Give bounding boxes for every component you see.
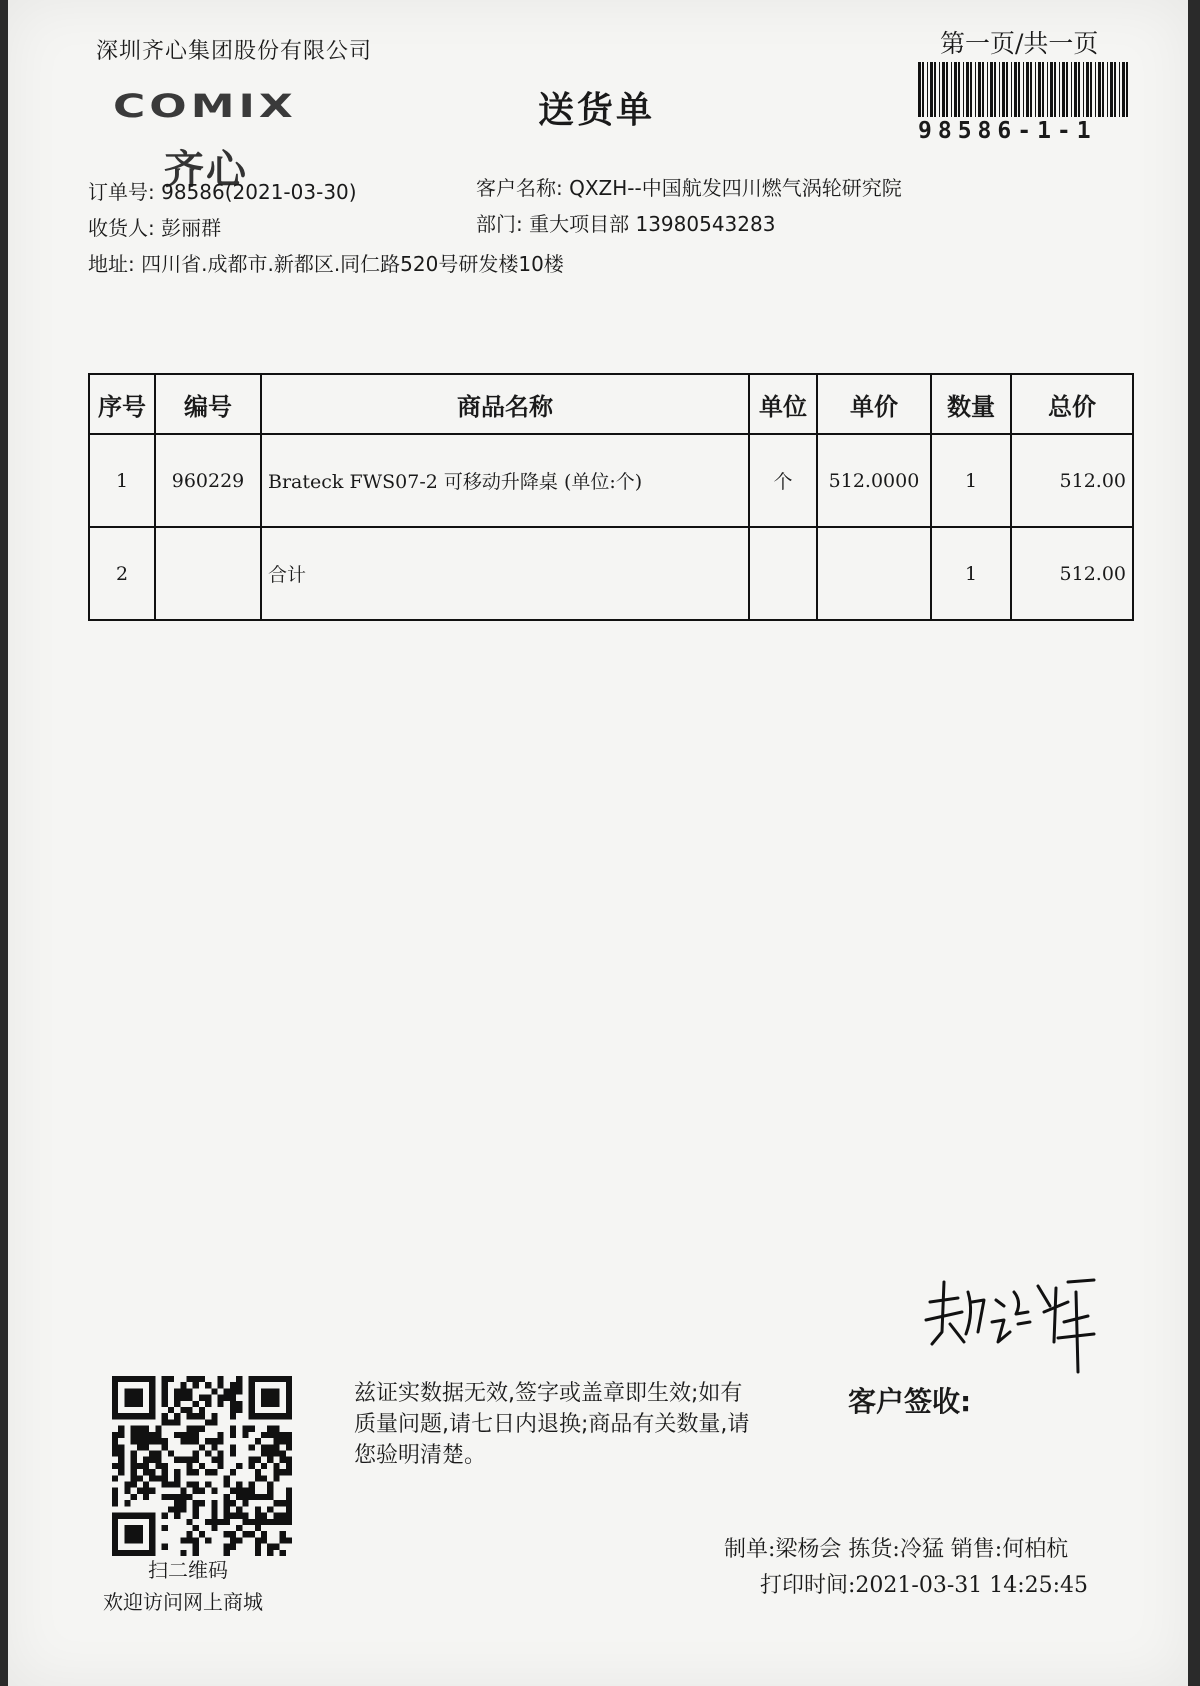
qr-caption: 扫二维码: [148, 1558, 228, 1582]
page-info: 第一页/共一页: [940, 29, 1099, 58]
table-header-row: [89, 374, 1133, 434]
document-title: 送货单: [538, 90, 656, 131]
cell-qty: 1: [931, 527, 1011, 620]
cell-code: [155, 527, 261, 620]
cell-price: 512.0000: [817, 434, 931, 527]
barcode: [918, 62, 1133, 117]
receiver: 彭丽群: [161, 216, 222, 240]
cell-total: 512.00: [1011, 527, 1133, 620]
qr-code: [112, 1376, 292, 1556]
col-header-product: 商品名称: [261, 374, 749, 434]
dept: 重大项目部 13980543283: [529, 212, 776, 236]
cell-qty: 1: [931, 434, 1011, 527]
handwritten-signature: [918, 1262, 1108, 1382]
dept-row: [476, 208, 775, 237]
col-header-qty: 数量: [931, 374, 1011, 434]
cell-code: 960229: [155, 434, 261, 527]
table-row: [89, 434, 1133, 527]
cell-total: 512.00: [1011, 434, 1133, 527]
col-header-total: 总价: [1011, 374, 1133, 434]
address: 四川省.成都市.新都区.同仁路520号研发楼10楼: [141, 252, 564, 276]
customer-row: [476, 172, 902, 201]
staff-info: 制单:梁杨会 拣货:冷猛 销售:何柏杭: [724, 1537, 1069, 1562]
receiver-row: [88, 212, 221, 241]
address-label: 地址:: [88, 252, 135, 276]
cell-product: Brateck FWS07-2 可移动升降桌 (单位:个): [261, 434, 749, 527]
goods-table: [88, 373, 1134, 621]
cell-unit: 个: [749, 434, 817, 527]
print-time: 打印时间:2021-03-31 14:25:45: [760, 1573, 1089, 1598]
company-name: 深圳齐心集团股份有限公司: [96, 39, 373, 64]
logo-cn: 齐心: [164, 147, 248, 193]
customer: QXZH--中国航发四川燃气涡轮研究院: [569, 176, 902, 200]
logo-en: COMIX: [113, 88, 297, 125]
col-header-seq: 序号: [89, 374, 155, 434]
cell-seq: 2: [89, 527, 155, 620]
col-header-unit: 单位: [749, 374, 817, 434]
cell-product: 合计: [261, 527, 749, 620]
delivery-note-paper: [8, 0, 1188, 1686]
address-row: [88, 248, 564, 277]
customer-label: 客户名称:: [476, 176, 563, 200]
dept-label: 部门:: [476, 212, 523, 236]
cell-price: [817, 527, 931, 620]
cell-unit: [749, 527, 817, 620]
table-row: [89, 527, 1133, 620]
col-header-price: 单价: [817, 374, 931, 434]
col-header-code: 编号: [155, 374, 261, 434]
order-no-label: 订单号:: [88, 180, 155, 204]
barcode-number: 98586-1-1: [918, 118, 1097, 144]
cell-seq: 1: [89, 434, 155, 527]
order-no-row: [88, 176, 357, 205]
receiver-label: 收货人:: [88, 216, 155, 240]
qr-caption-2: 欢迎访问网上商城: [103, 1590, 263, 1614]
customer-sign-label: 客户签收:: [848, 1385, 972, 1418]
notice-text: 兹证实数据无效,签字或盖章即生效;如有质量问题,请七日内退换;商品有关数量,请您验明清楚。: [354, 1381, 750, 1468]
order-no: 98586(2021-03-30): [161, 180, 357, 204]
